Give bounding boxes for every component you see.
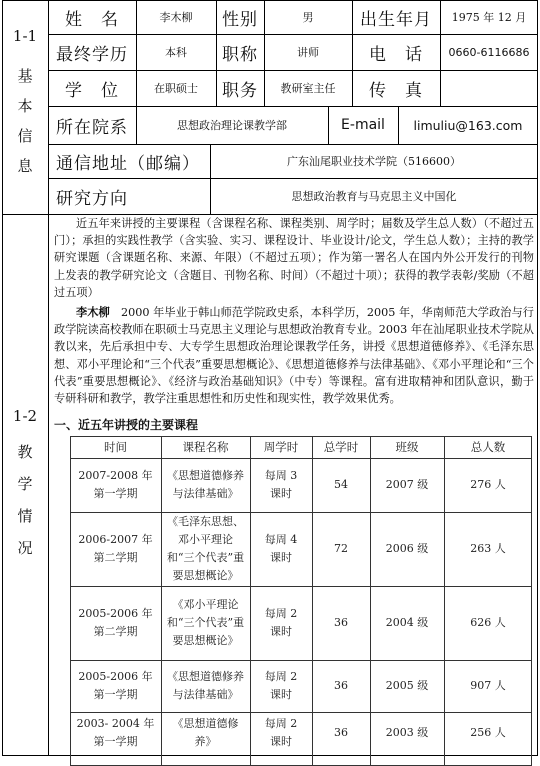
position-label: 职务 — [222, 80, 258, 101]
table-header-cell: 总学时 — [323, 440, 359, 454]
table-cell-class: 2007 级 — [385, 478, 429, 491]
education-value: 本科 — [165, 46, 187, 59]
table-cell-total-hours: 54 — [334, 478, 348, 491]
table-cell-weekly-hours: 每周 2 课时 — [264, 717, 298, 748]
fax-value — [440, 70, 538, 106]
department-label: 所在院系 — [56, 117, 128, 138]
table-col-line — [161, 436, 162, 766]
table-cell-weekly-hours: 每周 4 课时 — [264, 533, 298, 564]
degree-value: 在职硕士 — [154, 82, 198, 95]
title-label: 职称 — [222, 44, 258, 65]
name-value: 李木柳 — [159, 11, 193, 24]
phone-value: 0660-6116686 — [448, 45, 530, 59]
research-label: 研究方向 — [56, 188, 128, 209]
table-cell-time: 2003- 2004 年第一学期 — [76, 717, 155, 748]
table-cell-total-hours: 36 — [334, 726, 348, 739]
section2-title-char: 况 — [17, 539, 33, 557]
table-cell-class: 2004 级 — [385, 616, 429, 629]
section1-title-char: 息 — [17, 157, 33, 175]
email-label: E-mail — [341, 117, 385, 133]
section1-title-char: 基 — [17, 67, 33, 85]
table-cell-students: 907 人 — [470, 679, 506, 692]
research-value: 思想政治教育与马克思主义中国化 — [291, 190, 457, 203]
birth-value: 1975 年 12 月 — [451, 11, 527, 24]
section2-title-char: 情 — [17, 507, 33, 525]
document-page — [2, 0, 538, 756]
name-label: 姓 名 — [65, 9, 119, 30]
table-cell-time: 2007-2008 年第一学期 — [78, 469, 153, 500]
table-cell-weekly-hours: 每周 2 课时 — [264, 607, 298, 638]
table-header-cell: 班级 — [395, 440, 419, 454]
table-cell-time: 2005-2006 年第二学期 — [78, 607, 153, 638]
bio-name: 李木柳 — [76, 305, 110, 319]
address-label: 通信地址（邮编） — [56, 153, 200, 174]
table-cell-course: 《思想道德修养与法律基础》 — [167, 469, 244, 500]
table-cell-total-hours: 36 — [334, 616, 348, 629]
table-cell-course: 《邓小平理论和“三个代表”重要思想概论》 — [166, 598, 245, 647]
instructions-text: 近五年来讲授的主要课程（含课程名称、课程类别、周学时；届数及学生总人数）（不超过五门）；承担的实践性教学（含实验、实习、课程设计、毕业设计/论文，学生总人数）；主持的教学研究课题（含课题名称、来源、年限）（不超过五项）；作为第一署名人在国内外公开发行的刊物上发表的教学研究论文（含题目、刊物名称、时间）（不超过十项）；获得的教学表彰/奖励（不超过五项） — [54, 217, 534, 299]
bio-paragraph — [54, 304, 534, 407]
gender-label: 性别 — [222, 9, 258, 30]
table-cell-students: 626 人 — [470, 616, 506, 629]
birth-label: 出生年月 — [360, 9, 432, 30]
table-header-cell: 周学时 — [263, 440, 299, 454]
title-value: 讲师 — [297, 46, 319, 59]
table-cell-weekly-hours: 每周 3 课时 — [264, 469, 298, 500]
degree-label: 学 位 — [65, 80, 119, 101]
table-header-cell: 课程名称 — [182, 440, 229, 454]
table-cell-total-hours: 72 — [334, 542, 348, 555]
section1-title-char: 信 — [17, 127, 33, 145]
courses-subheading: 一、近五年讲授的主要课程 — [54, 418, 199, 432]
gender-value: 男 — [302, 11, 314, 24]
email-value: limuliu@163.com — [413, 117, 523, 133]
table-col-line — [250, 436, 251, 766]
position-value: 教研室主任 — [280, 82, 336, 95]
section1-number: 1-1 — [12, 27, 38, 45]
section2-title-char: 教 — [17, 443, 33, 461]
table-cell-course: 《思想道德修养》 — [172, 717, 239, 748]
section2-title-char: 学 — [17, 475, 33, 493]
phone-label: 电 话 — [369, 44, 423, 65]
department-value: 思想政治理论课教学部 — [177, 119, 287, 132]
table-cell-students: 263 人 — [470, 542, 506, 555]
table-cell-time: 2006-2007 年第二学期 — [78, 533, 153, 564]
table-cell-students: 256 人 — [470, 726, 506, 739]
table-cell-class: 2005 级 — [385, 679, 429, 692]
table-header-cell: 总人数 — [470, 440, 506, 454]
address-value: 广东汕尾职业技术学院（516600） — [287, 155, 461, 168]
table-cell-students: 276 人 — [470, 478, 506, 491]
table-cell-class: 2003 级 — [385, 726, 429, 739]
bio-text: 2000 年毕业于韩山师范学院政史系，本科学历，2005 年，华南师范大学政治与行政学院读高校教师在职硕士马克思主义理论与思想政治教育专业。2003 年在汕尾职业技术学院从教以来，先后承担中专、大专学生思想政治理论课教学任务，讲授《思想道德修养》、《毛泽东思想、邓小平理论和“三个代表”重要思想概论》、《思想道德修养与法律基础》、《邓小平理论和“三个代表”重要思想概论》、《经济与政治基础知识》（中专）等课程。富有进取精神和团队意识，勤于专研科研和教学，教学注重思想性和历史性和现实性，教学效果优秀。 — [54, 306, 534, 406]
section1-title-char: 本 — [17, 97, 33, 115]
section2-number: 1-2 — [12, 407, 38, 425]
table-cell-course: 《毛泽东思想、邓小平理论和“三个代表”重要思想概论》 — [166, 515, 245, 582]
table-cell-time: 2005-2006 年第一学期 — [78, 670, 153, 701]
table-cell-course: 《思想道德修养与法律基础》 — [167, 670, 244, 701]
table-cell-total-hours: 36 — [334, 679, 348, 692]
table-cell-weekly-hours: 每周 2 课时 — [264, 670, 298, 701]
table-cell-class: 2006 级 — [385, 542, 429, 555]
education-label: 最终学历 — [56, 44, 128, 65]
fax-label: 传 真 — [369, 80, 423, 101]
table-header-cell: 时间 — [104, 440, 127, 454]
